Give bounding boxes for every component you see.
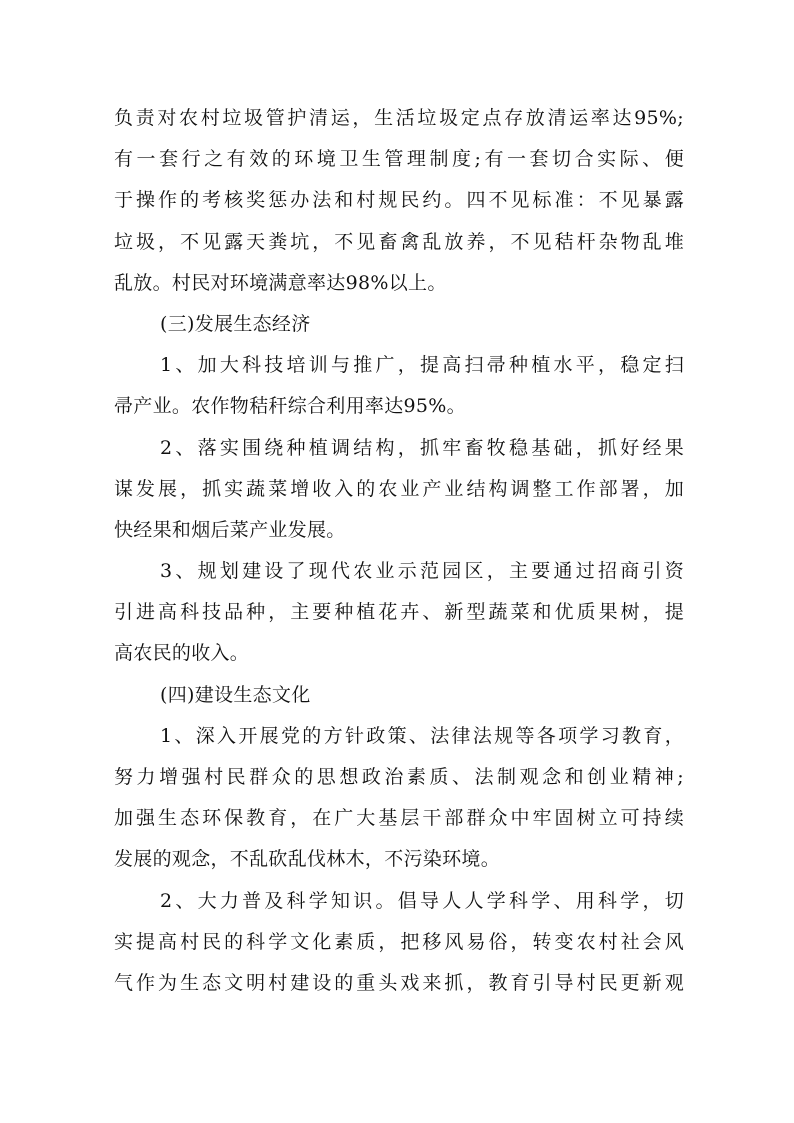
text-line: 加强生态环保教育，在广大基层干部群众中牢固树立可持续 (114, 807, 684, 830)
text-line: 负责对农村垃圾管护清运，生活垃圾定点存放清运率达95%; (114, 107, 684, 129)
text-line: 高农民的收入。 (114, 642, 250, 665)
text-line: (三)发展生态经济 (160, 312, 311, 335)
text-line: 于操作的考核奖惩办法和村规民约。四不见标准：不见暴露 (114, 189, 684, 212)
text-line: 垃圾，不见露天粪坑，不见畜禽乱放养，不见秸杆杂物乱堆 (114, 230, 684, 253)
text-line: 谋发展，抓实蔬菜增收入的农业产业结构调整工作部署，加 (114, 477, 684, 500)
text-line: 3、规划建设了现代农业示范园区，主要通过招商引资 (160, 560, 684, 583)
text-line: 努力增强村民群众的思想政治素质、法制观念和创业精神; (114, 766, 684, 788)
text-line: 乱放。村民对环境满意率达98%以上。 (114, 271, 447, 294)
text-line: 1、加大科技培训与推广，提高扫帚种植水平，稳定扫 (160, 354, 684, 377)
text-line: 1、深入开展党的方针政策、法律法规等各项学习教育， (160, 724, 684, 747)
text-line: 发展的观念，不乱砍乱伐林木，不污染环境。 (114, 848, 501, 871)
text-line: 实提高村民的科学文化素质，把移风易俗，转变农村社会风 (114, 930, 684, 953)
text-line: 快经果和烟后菜产业发展。 (114, 518, 346, 541)
text-line: 有一套行之有效的环境卫生管理制度;有一套切合实际、便 (114, 148, 684, 171)
text-line: 引进高科技品种，主要种植花卉、新型蔬菜和优质果树，提 (114, 601, 684, 624)
text-line: 2、大力普及科学知识。倡导人人学科学、用科学，切 (160, 889, 684, 912)
text-line: 气作为生态文明村建设的重头戏来抓，教育引导村民更新观 (114, 971, 684, 994)
document-body (114, 98, 684, 1004)
text-line: 2、落实围绕种植调结构，抓牢畜牧稳基础，抓好经果 (160, 436, 684, 459)
text-line: 帚产业。农作物秸秆综合利用率达95%。 (114, 395, 466, 418)
text-line: (四)建设生态文化 (160, 683, 311, 706)
